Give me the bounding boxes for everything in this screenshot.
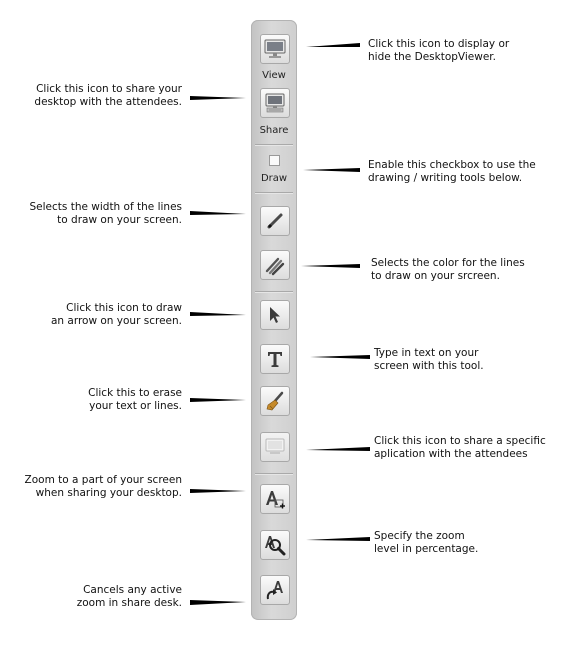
text-tool-button[interactable]	[260, 344, 290, 374]
pointer-cancel-zoom	[190, 600, 246, 605]
callout-pen-color: Selects the color for the lines to draw on your srcreen.	[371, 257, 525, 282]
arrow-tool-button[interactable]	[260, 300, 290, 330]
undo-zoom-icon	[264, 579, 286, 601]
callout-eraser: Click this to erase your text or lines.	[88, 387, 182, 412]
toolbar-separator	[255, 291, 293, 293]
callout-cancel-zoom: Cancels any active zoom in share desk.	[76, 584, 182, 609]
view-button[interactable]	[260, 34, 290, 64]
pen-icon	[265, 211, 285, 231]
share-label: Share	[259, 125, 289, 136]
app-window-icon	[264, 437, 286, 457]
pen-color-button[interactable]	[260, 250, 290, 280]
zoom-area-button[interactable]	[260, 484, 290, 514]
pointer-pen-width	[190, 211, 246, 215]
callout-arrow: Click this icon to draw an arrow on your screen.	[50, 302, 182, 327]
text-t-icon	[265, 349, 285, 369]
zoom-area-icon	[264, 488, 286, 510]
share-application-button[interactable]	[260, 432, 290, 462]
draw-label: Draw	[260, 173, 288, 184]
callout-text: Type in text on your screen with this tool.	[374, 347, 484, 372]
zoom-level-button[interactable]	[260, 530, 290, 560]
pointer-zoom-level	[306, 537, 370, 541]
pointer-view	[306, 43, 360, 47]
eraser-brush-icon	[265, 391, 285, 411]
desktop-viewer-toolbar	[251, 20, 297, 620]
callout-view: Click this icon to display or hide the DesktopViewer.	[368, 38, 510, 63]
callout-share: Click this icon to share your desktop with the attendees.	[34, 83, 182, 108]
cancel-zoom-button[interactable]	[260, 575, 290, 605]
callout-pen-width: Selects the width of the lines to draw on your screen.	[29, 201, 182, 226]
callout-draw: Enable this checkbox to use the drawing / writing tools below.	[368, 159, 536, 184]
desktop-share-icon	[264, 93, 286, 113]
magnifier-zoom-icon	[264, 534, 286, 556]
callout-zoom-level: Specify the zoom level in percentage.	[374, 530, 479, 555]
share-desktop-button[interactable]	[260, 88, 290, 118]
arrow-cursor-icon	[268, 306, 282, 324]
pointer-eraser	[190, 398, 246, 402]
monitor-icon	[264, 39, 286, 59]
eraser-button[interactable]	[260, 386, 290, 416]
callout-zoom-area: Zoom to a part of your screen when sharing your desktop.	[24, 474, 182, 499]
pointer-zoom-area	[190, 489, 246, 493]
pointer-share	[190, 96, 246, 100]
pen-width-button[interactable]	[260, 206, 290, 236]
toolbar-separator	[255, 473, 293, 475]
pointer-draw	[303, 168, 360, 172]
pointer-pen-color	[301, 264, 360, 268]
toolbar-separator	[255, 192, 293, 194]
color-pens-icon	[264, 254, 286, 276]
pointer-app-share	[306, 447, 370, 451]
draw-checkbox[interactable]	[269, 155, 280, 166]
callout-app-share: Click this icon to share a specific aplication with the attendees	[374, 435, 546, 460]
pointer-text	[310, 355, 370, 359]
toolbar-separator	[255, 144, 293, 146]
view-label: View	[262, 70, 286, 81]
pointer-arrow	[190, 312, 246, 316]
